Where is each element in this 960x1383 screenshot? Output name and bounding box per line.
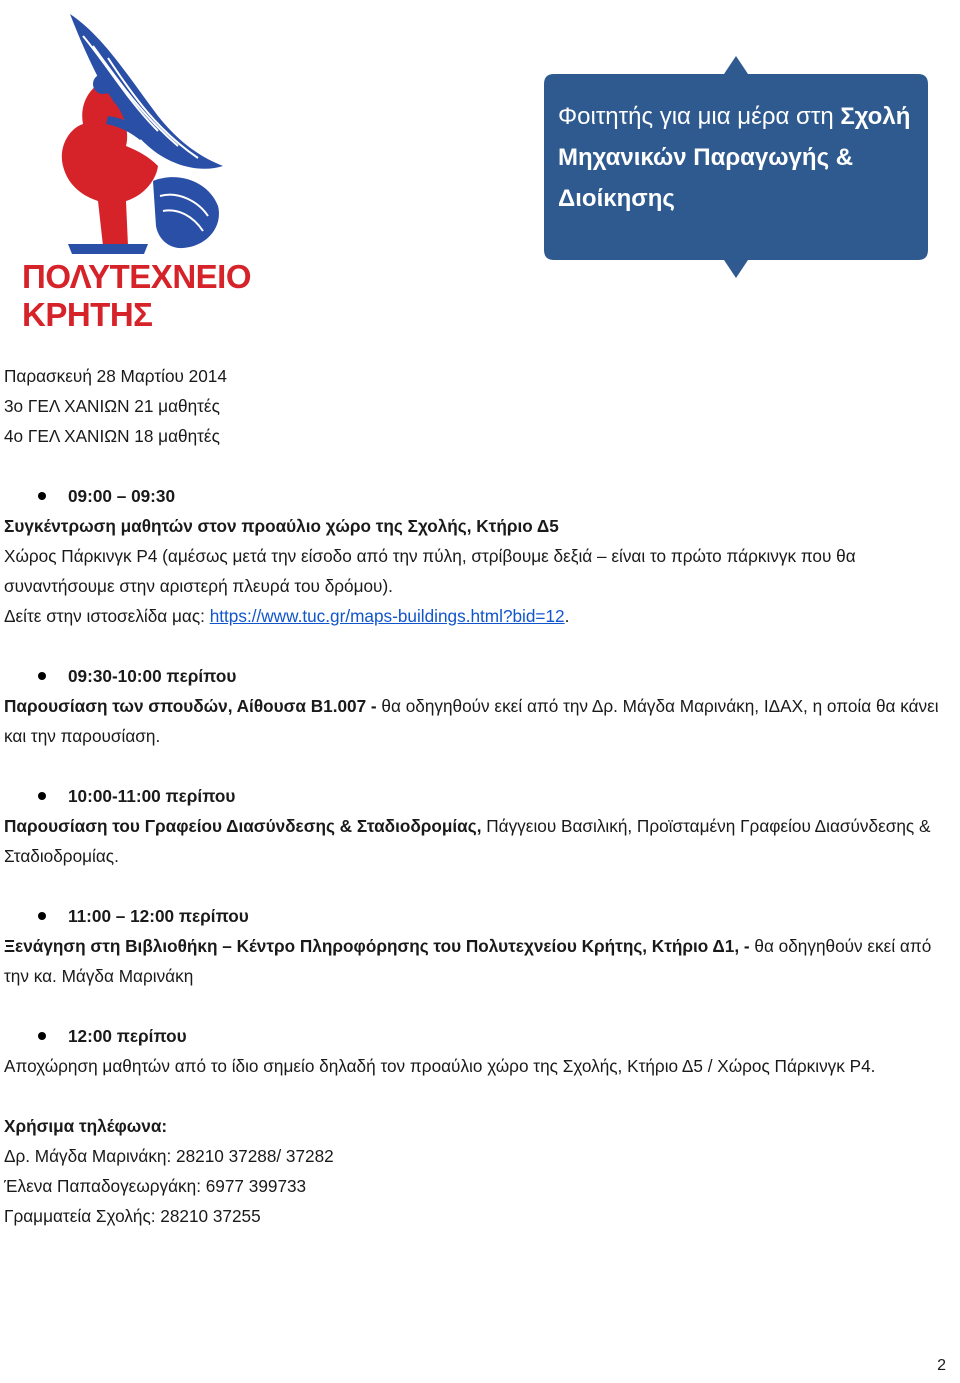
schedule-item-body: θα οδηγηθούν εκεί από την Δρ. Μάγδα Μαρινάκη, ΙΔΑΧ, η οποία θα κάνει και την παρουσίαση.	[4, 696, 939, 746]
schedule-item-text	[4, 811, 949, 871]
website-suffix: .	[564, 606, 570, 626]
event-date: Παρασκευή 28 Μαρτίου 2014	[4, 366, 227, 386]
title-banner	[544, 56, 928, 278]
document-body	[4, 361, 949, 1231]
banner-title-bold: Σχολή Μηχανικών Παραγωγής & Διοίκησης	[558, 103, 911, 212]
winged-figure-emblem	[8, 6, 258, 256]
schedule-item-body: Αποχώρηση μαθητών από το ίδιο σημείο δηλαδή τον προαύλιο χώρο της Σχολής, Κτήριο Δ5 / Χώρος Πάρκινγκ Ρ4.	[4, 1056, 876, 1076]
banner-title	[558, 96, 918, 219]
website-prefix: Δείτε στην ιστοσελίδα μας:	[4, 606, 210, 626]
university-logo	[8, 6, 258, 336]
phone-line-3: Γραμματεία Σχολής: 28210 37255	[4, 1206, 261, 1226]
schedule-item-body: Χώρος Πάρκινγκ Ρ4 (αμέσως μετά την είσοδο από την πύλη, στρίβουμε δεξιά – είναι το πρώτο πάρκινγκ που θα συναντήσουμε στην αριστερή πλευρά του δρόμου).	[4, 546, 856, 596]
schedule-item-text	[4, 931, 949, 991]
phone-line-2: Έλενα Παπαδογεωργάκη: 6977 399733	[4, 1176, 307, 1196]
schedule-item-text	[4, 691, 949, 751]
bullet-icon	[38, 492, 46, 500]
schedule-item-title: Ξενάγηση στη Βιβλιοθήκη – Κέντρο Πληροφόρησης του Πολυτεχνείου Κρήτης, Κτήριο Δ1, -	[4, 936, 750, 956]
schedule-item-time: 10:00-11:00 περίπου	[4, 781, 949, 811]
school-line-1: 3ο ΓΕΛ ΧΑΝΙΩΝ 21 μαθητές	[4, 396, 220, 416]
page-number: 2	[937, 1357, 946, 1374]
bullet-icon	[38, 792, 46, 800]
logo-text-line2: ΚΡΗΤΗΣ	[22, 296, 153, 333]
schedule-item-body: Πάγγειου Βασιλική, Προϊσταμένη Γραφείου Διασύνδεσης & Σταδιοδρομίας.	[4, 816, 931, 866]
bullet-icon	[38, 912, 46, 920]
phone-line-1: Δρ. Μάγδα Μαρινάκη: 28210 37288/ 37282	[4, 1146, 334, 1166]
website-line	[4, 601, 949, 631]
schedule-item-title: Παρουσίαση του Γραφείου Διασύνδεσης & Σταδιοδρομίας,	[4, 816, 482, 836]
logo-text-line1: ΠΟΛΥΤΕΧΝΕΙΟ	[22, 258, 251, 295]
website-link[interactable]: https://www.tuc.gr/maps-buildings.html?bid=12	[209, 606, 565, 626]
schedule-item-time: 12:00 περίπου	[4, 1021, 949, 1051]
schedule-item-title: Συγκέντρωση μαθητών στον προαύλιο χώρο της Σχολής, Κτήριο Δ5	[4, 516, 559, 536]
schedule-item-title: Παρουσίαση των σπουδών, Αίθουσα Β1.007 -	[4, 696, 377, 716]
school-line-2: 4ο ΓΕΛ ΧΑΝΙΩΝ 18 μαθητές	[4, 426, 220, 446]
banner-title-regular: Φοιτητής για μια μέρα στη	[558, 103, 841, 130]
schedule-item-body: θα οδηγηθούν εκεί από την κα. Μάγδα Μαρινάκη	[4, 936, 932, 986]
phones-heading: Χρήσιμα τηλέφωνα:	[4, 1116, 168, 1136]
schedule-item-time: 11:00 – 12:00 περίπου	[4, 901, 949, 931]
bullet-icon	[38, 672, 46, 680]
schedule-item-time: 09:00 – 09:30	[4, 481, 949, 511]
schedule-item-time: 09:30-10:00 περίπου	[4, 661, 949, 691]
bullet-icon	[38, 1032, 46, 1040]
